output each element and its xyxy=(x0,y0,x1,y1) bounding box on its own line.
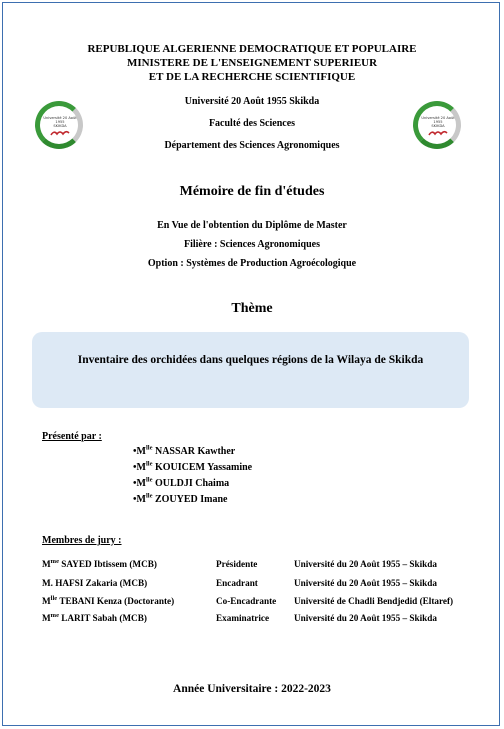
jury-member-university: Université du 20 Août 1955 – Skikda xyxy=(294,613,437,623)
jury-member-role: Co-Encadrante xyxy=(216,596,277,606)
student-name: ZOUYED Imane xyxy=(154,494,228,505)
jury-member-role: Encadrant xyxy=(216,578,258,588)
document-title: Mémoire de fin d'études xyxy=(179,184,325,199)
diploma-line: En Vue de l'obtention du Diplôme de Master xyxy=(157,220,347,231)
logo-caption: Université 20 Août 1955 xyxy=(421,116,455,124)
option-line: Option : Systèmes de Production Agroécologique xyxy=(147,258,357,269)
header-republic: REPUBLIQUE ALGERIENNE DEMOCRATIQUE ET POPULAIRE xyxy=(87,43,417,55)
theme-heading: Thème xyxy=(231,301,273,316)
jury-member-name: $M^{me}$ LARIT Sabah (MCB) xyxy=(42,611,147,623)
jury-member-university: Université du 20 Août 1955 – Skikda xyxy=(294,578,437,588)
logo-caption-city: SKIKDA xyxy=(431,124,445,128)
jury-member-name: $M^{me}$ SAYED Ibtissem (MCB) xyxy=(42,557,157,569)
logo-wave-icon xyxy=(50,129,70,137)
student-name: OULDJI Chaima xyxy=(154,478,230,489)
jury-member-name: $M^{lle}$ TEBANI Kenza (Doctorante) xyxy=(42,594,175,606)
jury-member-role: Présidente xyxy=(216,559,258,569)
presented-by-label: Présenté par : xyxy=(42,431,102,442)
university-name: Université 20 Août 1955 Skikda xyxy=(184,96,320,107)
logo-caption-city: SKIKDA xyxy=(53,124,67,128)
faculty-name: Faculté des Sciences xyxy=(208,118,296,129)
student-item: $•M^{lle}$ ZOUYED Imane xyxy=(133,492,228,505)
student-item: $•M^{lle}$ NASSAR Kawther xyxy=(133,444,236,457)
student-item: $•M^{lle}$ KOUICEM Yassamine xyxy=(133,460,253,473)
academic-year: Année Universitaire : 2022-2023 xyxy=(173,683,331,695)
jury-member-university: Université de Chadli Bendjedid (Eltaref) xyxy=(294,596,454,606)
jury-member-university: Université du 20 Août 1955 – Skikda xyxy=(294,559,437,569)
student-name: KOUICEM Yassamine xyxy=(154,462,253,473)
department-name: Département des Sciences Agronomiques xyxy=(164,140,340,151)
jury-member-name: M. HAFSI Zakaria (MCB) xyxy=(42,578,148,588)
filiere-line: Filière : Sciences Agronomiques xyxy=(183,239,320,250)
theme-text: Inventaire des orchidées dans quelques régions de la Wilaya de Skikda xyxy=(77,354,424,366)
student-name: NASSAR Kawther xyxy=(154,446,236,457)
jury-label: Membres de jury : xyxy=(42,535,122,546)
header-ministry: MINISTERE DE L'ENSEIGNEMENT SUPERIEUR xyxy=(126,57,378,69)
jury-member-role: Examinatrice xyxy=(216,613,270,623)
header-research: ET DE LA RECHERCHE SCIENTIFIQUE xyxy=(148,71,356,83)
logo-wave-icon xyxy=(428,129,448,137)
theme-box xyxy=(32,332,469,408)
logo-caption: Université 20 Août 1955 xyxy=(43,116,77,124)
student-item: $•M^{lle}$ OULDJI Chaima xyxy=(133,476,230,489)
